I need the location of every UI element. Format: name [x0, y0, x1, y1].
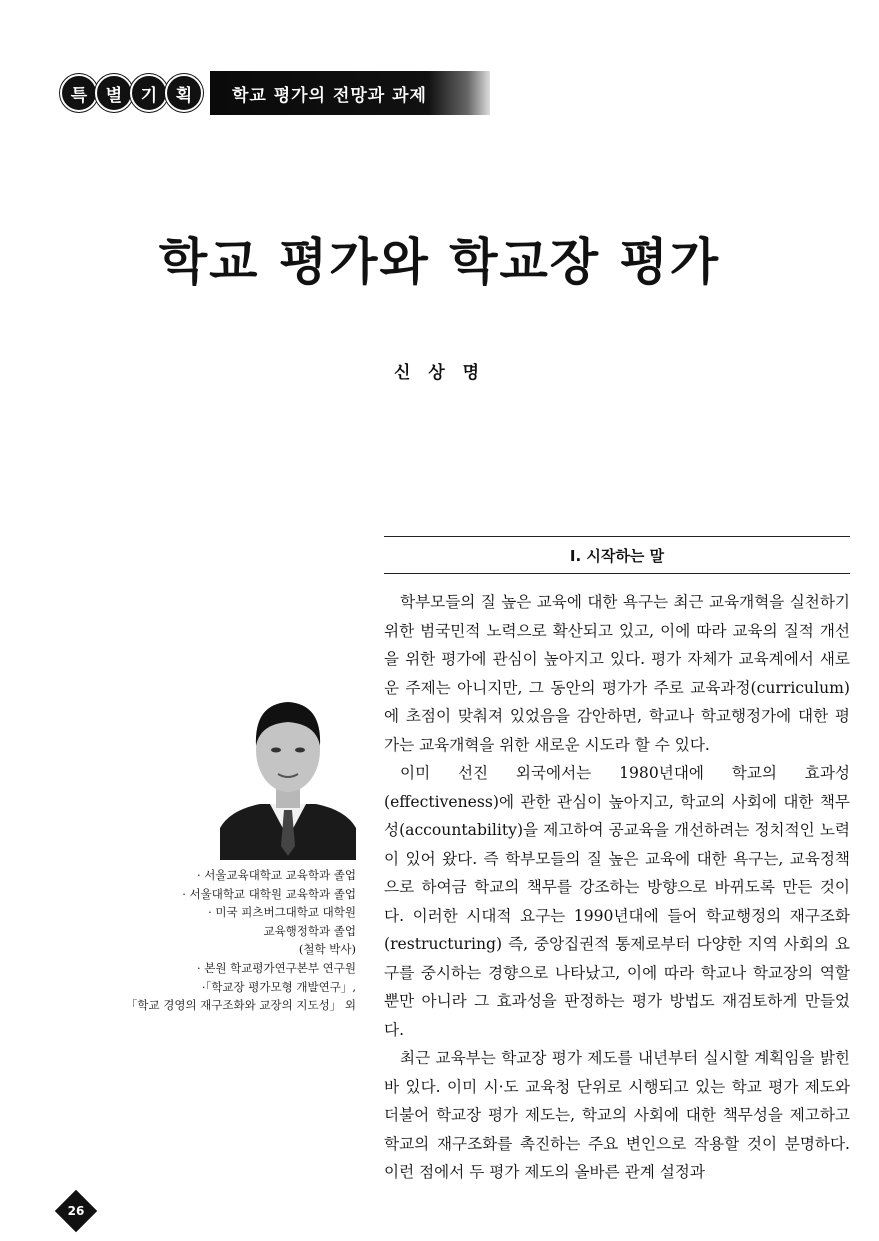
bio-line: 교육행정학과 졸업	[263, 923, 356, 938]
badge-char-2: 별	[95, 74, 133, 112]
series-title: 학교 평가의 전망과 과제	[232, 85, 427, 106]
paragraph: 학부모들의 질 높은 교육에 대한 욕구는 최근 교육개혁을 실천하기 위한 범국민적 노력으로 확산되고 있고, 이에 따라 교육의 질적 개선을 위한 평가에 관심이 높아지고 있다. 평가 자체가 교육계에서 새로운 주제는 아니지만, 그 동안의 평가가 주로 교육과정(curriculum)에 초점이 맞춰져 있었음을 감안하면, 학교나 학교행정가에 대한 평가는 교육개혁을 위한 새로운 시도라 할 수 있다.	[384, 593, 850, 754]
bio-line: 「학교 경영의 재구조화와 교장의 지도성」 외	[125, 998, 356, 1013]
section-heading: Ⅰ. 시작하는 말	[569, 546, 665, 565]
badge-char-3: 기	[130, 74, 168, 112]
series-banner	[60, 68, 490, 118]
bio-line: · 서울교육대학교 교육학과 졸업	[196, 868, 356, 882]
bio-line: · 본원 학교평가연구본부 연구원	[196, 960, 356, 975]
paragraph: 이미 선진 외국에서는 1980년대에 학교의 효과성(effectiveness)에 관한 관심이 높아지고, 학교의 사회에 대한 책무성(accountability)을 제고하여 공교육을 개선하려는 정치적인 노력이 있어 왔다. 즉 학부모들의 질 높은 교육에 대한 욕구는, 교육정책으로 하여금 학교의 책무를 강조하는 방향으로 바뀌도록 만든 것이다. 이러한 시대적 요구는 1990년대에 들어 학교행정의 재구조화(restructuring) 즉, 중앙집권적 통제로부터 다양한 지역 사회의 요구를 중시하는 경향으로 나타났고, 이에 따라 학교나 학교장의 역할뿐만 아니라 그 효과성을 판정하는 평가 방법도 재검토하게 만들었다.	[384, 764, 850, 1039]
article-body	[384, 588, 850, 1187]
section-heading-box	[384, 536, 850, 574]
bio-line: (철학 박사)	[298, 942, 356, 957]
bio-line: ·「학교장 평가모형 개발연구」,	[201, 979, 356, 994]
author-bio	[110, 866, 356, 1015]
badge-char-4: 획	[165, 74, 203, 112]
author-photo	[220, 688, 356, 860]
page-number: 26	[67, 1204, 85, 1218]
page-number-badge	[55, 1190, 97, 1232]
article-title: 학교 평가와 학교장 평가	[158, 233, 721, 291]
paragraph: 최근 교육부는 학교장 평가 제도를 내년부터 실시할 계획임을 밝힌 바 있다. 이미 시·도 교육청 단위로 시행되고 있는 학교 평가 제도와 더불어 학교장 평가 제도는, 학교의 사회에 대한 책무성을 제고하고 학교의 재구조화를 촉진하는 주요 변인으로 작용할 것이 분명하다. 이런 점에서 두 평가 제도의 올바른 관계 설정과	[384, 1049, 850, 1181]
bio-line: · 서울대학교 대학원 교육학과 졸업	[182, 886, 356, 901]
bio-line: · 미국 피츠버그대학교 대학원	[208, 905, 356, 920]
author-name: 신 상 명	[393, 363, 486, 383]
series-title-bar	[210, 71, 490, 115]
badge-char-1: 특	[60, 74, 98, 112]
